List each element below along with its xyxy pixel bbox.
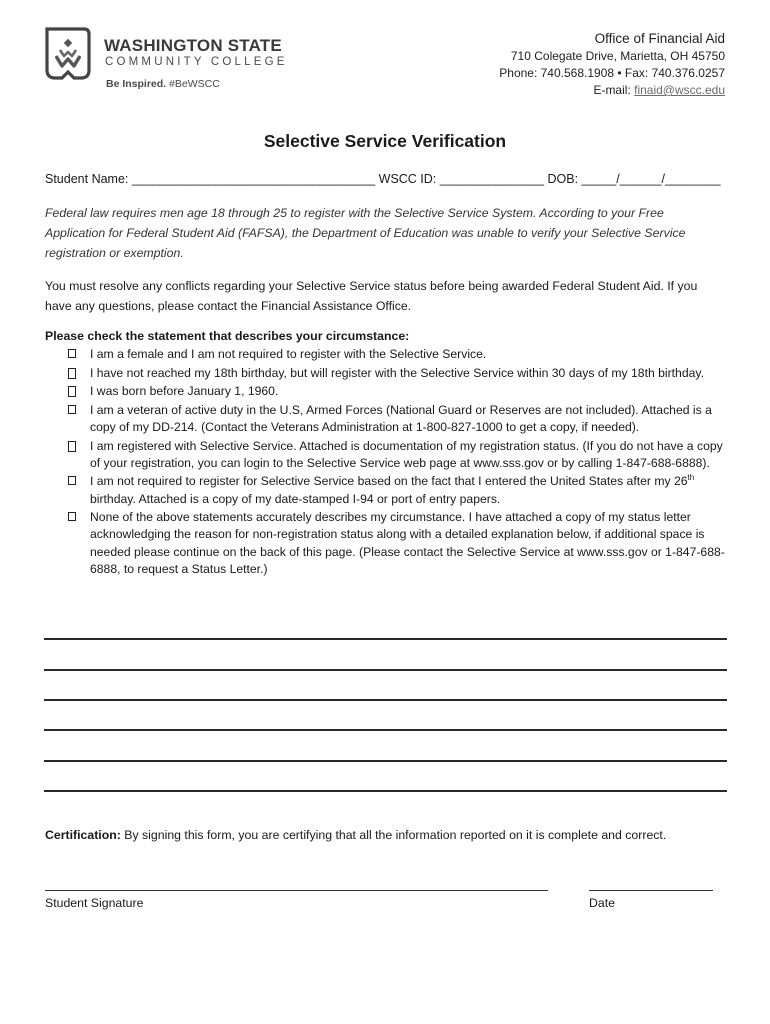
circumstance-options	[66, 346, 726, 579]
option-under-18	[66, 365, 726, 382]
email-label: E-mail:	[593, 83, 635, 97]
explanation-line-4[interactable]	[44, 729, 727, 731]
checkbox-registered[interactable]	[68, 441, 76, 452]
instructions-heading: Please check the statement that describes your circumstance:	[45, 329, 410, 343]
checkbox-veteran[interactable]	[68, 405, 76, 414]
option-veteran-text: I am a veteran of active duty in the U.S, Armed Forces (National Guard or Reserves are not included). Attached is a copy of my DD-214. (Contact the Veterans Administration at 1-800-827-1000 to get a copy, if needed).	[90, 402, 712, 434]
college-name: WASHINGTON STATE	[104, 36, 282, 55]
resolve-conflicts-paragraph: You must resolve any conflicts regarding your Selective Service status before being awarded Federal Student Aid. If you have any questions, please contact the Financial Assistance Office.	[45, 279, 698, 313]
option-26-superscript: th	[687, 473, 695, 483]
checkbox-female[interactable]	[68, 349, 76, 358]
college-tagline	[106, 78, 220, 90]
checkbox-born-before-1960[interactable]	[68, 386, 76, 397]
option-none-of-above-text: None of the above statements accurately describes my circumstance. I have attached a copy of my status letter acknowledging the reason for non-registration status along with a detailed explanation below, if additional space is needed please continue on the back of this page. (Please contact the Selective Service at www.sss.gov or 1-847-688-6888, to request a Status Letter.)	[90, 510, 725, 576]
certification-text: By signing this form, you are certifying that all the information reported on it is complete and correct.	[120, 828, 667, 842]
office-email-line	[499, 82, 725, 99]
explanation-line-3[interactable]	[44, 699, 727, 701]
option-born-before-1960-text: I was born before January 1, 1960.	[90, 384, 279, 399]
date-label: Date	[589, 896, 615, 910]
form-title: Selective Service Verification	[263, 131, 507, 151]
office-contact-block	[499, 30, 725, 99]
explanation-line-5[interactable]	[44, 760, 727, 762]
tagline-hashtag: #BeWSCC	[166, 78, 220, 90]
email-link[interactable]: finaid@wscc.edu	[634, 83, 725, 97]
option-entered-after-26-text	[90, 474, 694, 505]
option-26-text-end: birthday. Attached is a copy of my date-stamped I-94 or port of entry papers.	[90, 491, 501, 506]
option-26-text-start: I am not required to register for Selective Service based on the fact that I entered the United States after my 26	[90, 474, 688, 489]
federal-law-paragraph: Federal law requires men age 18 through 25 to register with the Selective Service System. According to your Free Application for Federal Student Aid (FAFSA), the Department of Education was unable to verify your Selective Service registration or exemption.	[45, 206, 686, 260]
option-none-of-above	[66, 509, 726, 578]
college-subtitle: COMMUNITY COLLEGE	[105, 56, 288, 68]
signature-line[interactable]	[45, 890, 548, 891]
signature-label: Student Signature	[45, 896, 144, 910]
office-phone-fax: Phone: 740.568.1908 • Fax: 740.376.0257	[499, 66, 725, 80]
wscc-logo-mark-icon	[44, 26, 92, 82]
explanation-line-2[interactable]	[44, 669, 727, 671]
option-entered-after-26	[66, 473, 726, 507]
certification-label: Certification:	[45, 828, 121, 842]
explanation-line-6[interactable]	[44, 790, 727, 792]
explanation-line-1[interactable]	[44, 638, 727, 640]
option-registered	[66, 438, 726, 472]
certification-statement	[45, 828, 666, 842]
checkbox-under-18[interactable]	[68, 368, 76, 379]
option-veteran	[66, 402, 726, 436]
option-female-text: I am a female and I am not required to register with the Selective Service.	[90, 347, 487, 361]
tagline-bold: Be Inspired.	[106, 78, 167, 90]
option-female	[66, 346, 726, 363]
option-under-18-text: I have not reached my 18th birthday, but will register with the Selective Service within 30 days of my 18th birthday.	[90, 365, 704, 380]
student-id-line[interactable]: Student Name: ___________________________________ WSCC ID: _______________ DOB: _____/______/________	[45, 172, 721, 186]
office-title: Office of Financial Aid	[594, 31, 725, 46]
office-address: 710 Colegate Drive, Marietta, OH 45750	[510, 49, 725, 63]
checkbox-none-of-above[interactable]	[68, 512, 76, 521]
option-born-before-1960	[66, 383, 726, 400]
checkbox-entered-after-26[interactable]	[68, 476, 76, 485]
date-line[interactable]	[589, 890, 713, 891]
option-registered-text: I am registered with Selective Service. Attached is documentation of my registration status. (If you do not have a copy of your registration, you can login to the Selective Service web page at www.sss.gov or by calling 1-847-688-6888).	[90, 438, 723, 470]
college-logo	[44, 26, 288, 96]
